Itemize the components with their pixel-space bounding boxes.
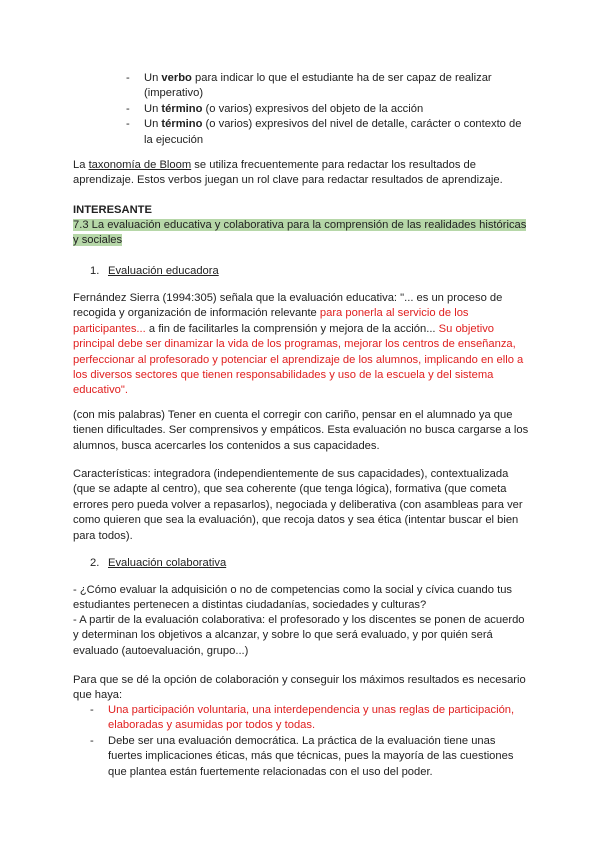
respuesta-paragraph: - A partir de la evaluación colaborativa: el profesorado y los discentes se ponen de acuerdo y determinan los objetivos a alcanzar, y sobre lo que será evaluado, y por quién será evaluado (autoevaluación, grupo...) <box>73 614 525 657</box>
bloom-paragraph: La taxonomía de Bloom se utiliza frecuentemente para redactar los resultados de aprendizaje. Estos verbos juegan un rol clave para redactar resultados de aprendizaje. <box>73 159 503 187</box>
fernandez-paragraph: Fernández Sierra (1994:305) señala que la evaluación educativa: "... es un proceso de recogida y organización de información relevante para ponerla al servicio de los participantes... a fin de facilitarles la comprensión y mejora de la acción... Su objetivo principal debe ser dinamizar la vida de los programas, mejorar los centros de enseñanza, perfeccionar al profesorado y potenciar el aprendizaje de los alumnos, implicando en ello a los diversos sectores que tienen responsabilidades y uso de la escuela y del sistema educativo". <box>73 292 524 397</box>
pregunta-paragraph: - ¿Cómo evaluar la adquisición o no de competencias como la social y cívica cuando tus estudiantes pertenecen a distintas ciudadanías, sociedades y culturas? <box>73 584 513 612</box>
list-item: - Un término (o varios) expresivos del nivel de detalle, carácter o contexto de la ejecución <box>126 118 522 146</box>
list-item: - Una participación voluntaria, una interdependencia y unas reglas de participación, elaboradas y asumidas por todos y todas. <box>90 704 515 732</box>
list-item: - Un verbo para indicar lo que el estudiante ha de ser capaz de realizar (imperativo) <box>126 72 492 100</box>
caracteristicas-paragraph: Características: integradora (independientemente de sus capacidades), contextualizada (que se adapte al centro), que sea coherente (que tenga lógica), formativa (que cometa errores pero pueda volver a repasarlos), negociada y deliberativa (con asambleas para ver como quieren que sea la evaluación), que recoja datos y sea ética (intentar buscar el bien para todos). <box>73 468 523 542</box>
section-title: 7.3 La evaluación educativa y colaborativa para la comprensión de las realidades históricas y sociales <box>73 219 527 247</box>
list-item: - Debe ser una evaluación democrática. La práctica de la evaluación tiene unas fuertes implicaciones éticas, más que técnicas, pues la mayoría de las cuestiones que plantea están fuertemente relacionadas con el uso del poder. <box>90 734 514 778</box>
heading-evaluacion-colaborativa: 2. Evaluación colaborativa <box>90 557 227 569</box>
collaboration-conditions-list <box>90 703 530 780</box>
interesante-label: INTERESANTE <box>73 204 152 216</box>
para-que-paragraph: Para que se dé la opción de colaboración y conseguir los máximos resultados es necesario que haya: <box>73 674 526 702</box>
objective-components-list <box>126 71 526 148</box>
palabras-paragraph: (con mis palabras) Tener en cuenta el corregir con cariño, pensar en el alumnado ya que tienen dificultades. Ser comprensivos y empáticos. Esta evaluación no busca cargarse a los alumnos, busca acercarles los contenidos a sus capacidades. <box>73 409 529 452</box>
bloom-link[interactable]: taxonomía de Bloom <box>88 159 192 171</box>
list-item: - Un término (o varios) expresivos del objeto de la acción <box>126 102 424 115</box>
heading-evaluacion-educadora: 1. Evaluación educadora <box>90 265 219 277</box>
